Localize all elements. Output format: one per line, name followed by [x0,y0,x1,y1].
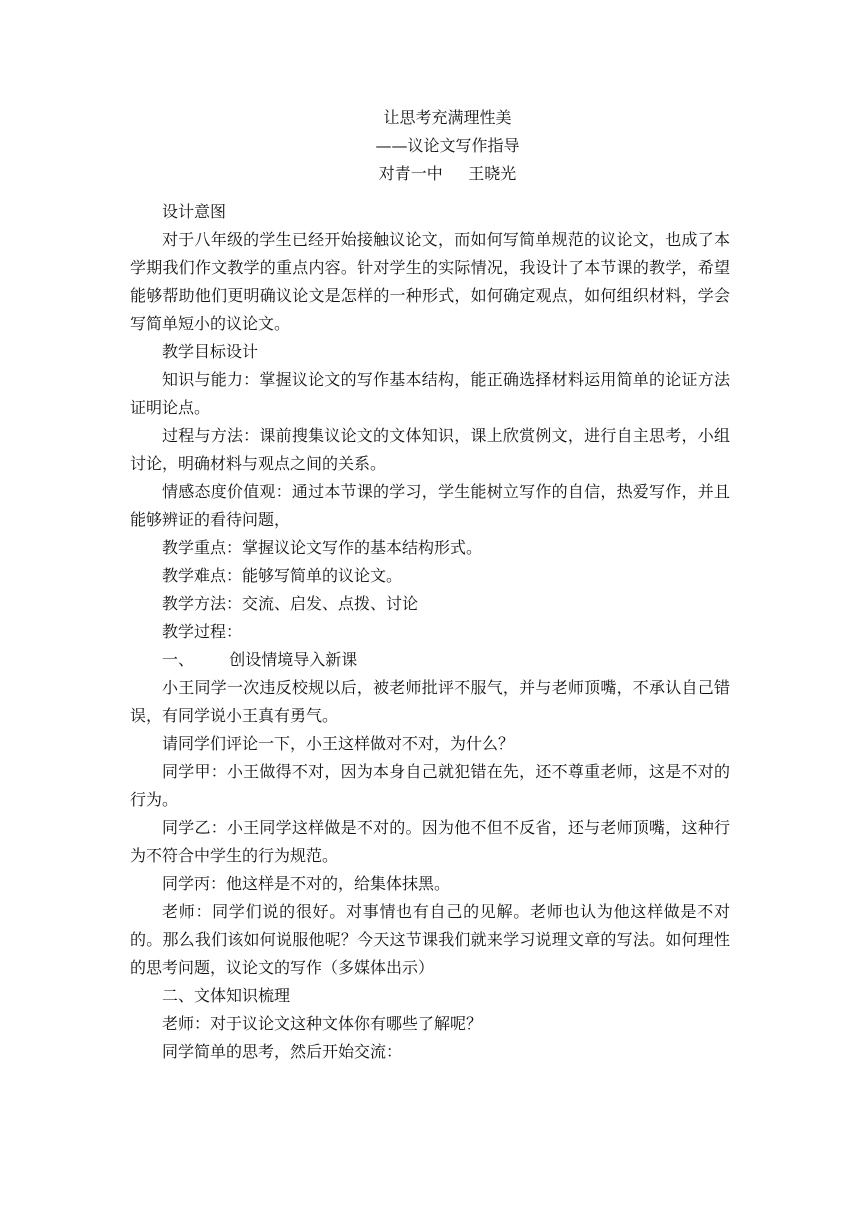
heading-teaching-process: 教学过程： [162,622,243,641]
heading-design-intent: 设计意图 [162,202,227,221]
paragraph-teacher-question: 老师：对于议论文这种文体你有哪些了解呢？ [162,1014,483,1033]
section-heading-2: 二、文体知识梳理 [162,986,291,1005]
paragraph-design-intent: 对于八年级的学生已经开始接触议论文，而如何写简单规范的议论文，也成了本学期我们作文教学的重点内容。针对学生的实际情况，我设计了本节课的教学，希望能够帮助他们更明确议论文是怎样的一种形式，如何确定观点，如何组织材料，学会写简单短小的议论文。 [130,230,730,333]
section-heading-1 [130,646,730,674]
author-name: 王晓光 [468,164,517,183]
paragraph-teaching-method: 教学方法：交流、启发、点拨、讨论 [162,594,419,613]
author-school: 对青一中 [378,164,443,183]
paragraph-question: 请同学们评论一下，小王这样做对不对，为什么？ [162,734,515,753]
paragraph-emotion-values: 情感态度价值观：通过本节课的学习，学生能树立写作的自信，热爱写作，并且能够辨证的看待问题， [130,482,730,529]
title-block [0,104,860,188]
paragraph-teacher-summary: 老师：同学们说的很好。对事情也有自己的见解。老师也认为他这样做是不对的。那么我们该如何说服他呢？今天这节课我们就来学习说理文章的写法。如何理性的思考问题，议论文的写作（多媒体出示） [130,902,730,977]
paragraph-teaching-focus: 教学重点：掌握议论文写作的基本结构形式。 [162,538,483,557]
document-subtitle: ——议论文写作指导 [375,136,520,155]
paragraph-knowledge-ability: 知识与能力：掌握议论文的写作基本结构，能正确选择材料运用简单的论证方法证明论点。 [130,370,730,417]
paragraph-process-method: 过程与方法：课前搜集议论文的文体知识，课上欣赏例文，进行自主思考，小组讨论，明确材料与观点之间的关系。 [130,426,730,473]
paragraph-student-exchange: 同学简单的思考，然后开始交流： [162,1042,403,1061]
paragraph-student-b: 同学乙：小王同学这样做是不对的。因为他不但不反省，还与老师顶嘴，这种行为不符合中学生的行为规范。 [130,818,730,865]
section-number: 一、 [162,650,195,669]
author-line [0,160,860,188]
heading-teaching-goals: 教学目标设计 [162,342,259,361]
document-body [130,198,730,1066]
paragraph-student-a: 同学甲：小王做得不对，因为本身自己就犯错在先，还不尊重老师，这是不对的行为。 [130,762,730,809]
section-heading-text: 创设情境导入新课 [229,650,358,669]
paragraph-student-c: 同学丙：他这样是不对的，给集体抹黑。 [162,874,451,893]
paragraph-scenario: 小王同学一次违反校规以后，被老师批评不服气，并与老师顶嘴，不承认自己错误，有同学说小王真有勇气。 [130,678,730,725]
document-title: 让思考充满理性美 [383,108,512,127]
paragraph-teaching-difficulty: 教学难点：能够写简单的议论文。 [162,566,403,585]
